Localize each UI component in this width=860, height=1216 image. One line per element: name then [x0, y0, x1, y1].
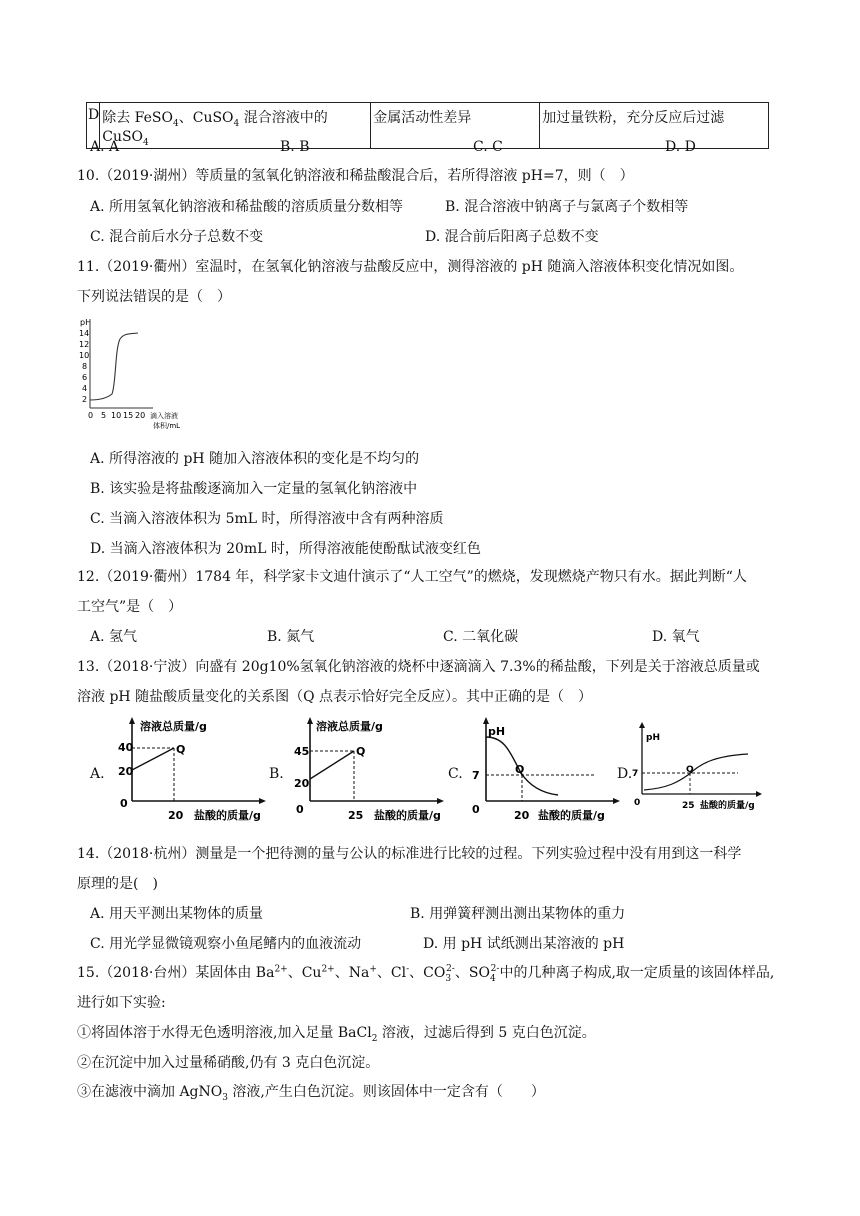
q13-graph-c — [466, 715, 626, 825]
q10-option-d[interactable]: D. 混合前后阳离子总数不变 — [425, 229, 599, 245]
x-title: 盐酸的质量/g — [538, 809, 605, 822]
y-title: pH — [646, 733, 660, 743]
x-axis-label-1: 滴入溶液 — [150, 412, 178, 420]
q12-stem-line1: 12.（2019·衢州）1784 年，科学家卡文迪什演示了“人工空气”的燃烧，发现燃烧产物只有水。据此判断“人 — [77, 569, 747, 585]
y-mark: 20 — [294, 777, 310, 790]
y-tick: 8 — [82, 362, 88, 371]
q14-option-c[interactable]: C. 用光学显微镜观察小鱼尾鳍内的血液流动 — [90, 936, 362, 952]
y-tick: 14 — [79, 329, 90, 338]
q10-option-b[interactable]: B. 混合溶液中钠离子与氯离子个数相等 — [445, 199, 689, 215]
origin: 0 — [472, 803, 480, 816]
point-q: Q — [176, 743, 186, 756]
point-q: Q — [515, 763, 525, 776]
point-q: Q — [686, 765, 694, 775]
y-mark: 7 — [472, 769, 480, 782]
y-mark: 45 — [294, 745, 310, 758]
x-tick: 20 — [135, 411, 146, 420]
q13-graph-d — [628, 720, 788, 820]
q14-option-b[interactable]: B. 用弹簧秤测出测出某物体的重力 — [410, 906, 626, 922]
x-title: 盐酸的质量/g — [194, 809, 261, 822]
q12-option-d[interactable]: D. 氧气 — [652, 629, 700, 645]
q15-step1: ①将固体溶于水得无色透明溶液,加入足量 BaCl$_2$ 溶液，过滤后得到 5 克白色沉淀。 — [77, 1025, 596, 1044]
q13-stem-line2: 溶液 pH 随盐酸质量变化的关系图（Q 点表示恰好完全反应）。其中正确的是（ ） — [77, 689, 592, 705]
task-text-c: 混合溶液中的 CuSO — [102, 110, 328, 145]
q13-stem-line1: 13.（2018·宁波）向盛有 20g10%氢氧化钠溶液的烧杯中逐滴滴入 7.3%的稀盐酸，下列是关于溶液总质量或 — [77, 659, 760, 675]
y-ticks — [79, 329, 89, 404]
subscript: 4 — [173, 118, 179, 129]
q14-option-a[interactable]: A. 用天平测出某物体的质量 — [90, 906, 264, 922]
q9-option-b[interactable]: B. B — [280, 139, 310, 155]
origin: 0 — [296, 803, 304, 816]
y-tick: 12 — [79, 340, 90, 349]
q12-stem-line2: 工空气”是（ ） — [77, 599, 183, 615]
q12-option-c[interactable]: C. 二氧化碳 — [443, 629, 519, 645]
x-mark: 25 — [682, 801, 695, 811]
x-tick: 5 — [101, 411, 107, 420]
q10-option-a[interactable]: A. 所用氢氧化钠溶液和稀盐酸的溶质质量分数相等 — [90, 199, 404, 215]
task-cell — [100, 103, 371, 149]
x-title: 盐酸的质量/g — [700, 801, 755, 811]
q10-stem: 10.（2019·湖州）等质量的氢氧化钠溶液和稀盐酸混合后，若所得溶液 pH=7，则（ ） — [77, 168, 634, 184]
q11-option-b[interactable]: B. 该实验是将盐酸逐滴加入一定量的氢氧化钠溶液中 — [90, 481, 418, 497]
q13-graph-a-label[interactable]: A. — [90, 766, 105, 782]
y-tick: 2 — [82, 395, 88, 404]
q11-option-a[interactable]: A. 所得溶液的 pH 随加入溶液体积的变化是不均匀的 — [90, 451, 420, 467]
ph-curve — [90, 333, 138, 400]
q12-option-b[interactable]: B. 氮气 — [267, 629, 315, 645]
q11-stem-line1: 11.（2019·衢州）室温时，在氢氧化钠溶液与盐酸反应中，测得溶液的 pH 随滴入溶液体积变化情况如图。 — [77, 259, 744, 275]
y-mark: 7 — [632, 769, 639, 779]
q11-option-d[interactable]: D. 当滴入溶液体积为 20mL 时，所得溶液能使酚酞试液变红色 — [90, 541, 481, 557]
q11-stem-line2: 下列说法错误的是（ ） — [77, 289, 231, 305]
principle-cell: 金属活动性差异 — [371, 103, 540, 149]
y-title: 溶液总质量/g — [316, 720, 383, 733]
q13-graph-a — [112, 715, 272, 825]
q15-step3: ③在滤液中滴加 AgNO$_3$ 溶液,产生白色沉淀。则该固体中一定含有（ ） — [77, 1084, 545, 1103]
x-mark: 25 — [348, 809, 364, 822]
y-mark: 20 — [118, 765, 134, 778]
q9-option-c[interactable]: C. C — [473, 139, 503, 155]
q13-graph-d-label[interactable]: D. — [617, 766, 633, 782]
y-tick: 6 — [82, 373, 88, 382]
q13-graph-b-label[interactable]: B. — [269, 766, 284, 782]
y-tick: 10 — [79, 351, 90, 360]
q14-option-d[interactable]: D. 用 pH 试纸测出某溶液的 pH — [423, 936, 625, 952]
q14-stem-line1: 14.（2018·杭州）测量是一个把待测的量与公认的标准进行比较的过程。下列实验过程中没有用到这一科学 — [77, 846, 742, 862]
q10-option-c[interactable]: C. 混合前后水分子总数不变 — [90, 229, 264, 245]
q13-graph-b — [290, 715, 450, 825]
task-text-a: 除去 FeSO — [102, 110, 173, 126]
q9-option-a[interactable]: A. A — [90, 139, 120, 155]
y-tick: 4 — [82, 384, 88, 393]
q14-stem-line2: 原理的是( ) — [77, 876, 158, 892]
x-ticks — [88, 411, 145, 420]
q15-stem-line2: 进行如下实验: — [77, 995, 166, 1011]
x-tick: 15 — [123, 411, 134, 420]
q13-graph-c-label[interactable]: C. — [448, 766, 463, 782]
x-tick: 0 — [88, 411, 94, 420]
method-cell: 加过量铁粉，充分反应后过滤 — [540, 103, 769, 149]
origin: 0 — [634, 798, 641, 808]
q9-option-d[interactable]: D. D — [665, 139, 696, 155]
q15-step2: ②在沉淀中加入过量稀硝酸,仍有 3 克白色沉淀。 — [77, 1055, 380, 1071]
q15-stem-line1: 15.（2018·台州）某固体由 $Ba^{2+}$、$Cu^{2+}$、Na+、Cl-、$CO_3^{2-}$、$SO_4^{2-}$中的几种离子构成,取一定质量的该固体样品, — [77, 964, 775, 984]
q11-option-c[interactable]: C. 当滴入溶液体积为 5mL 时，所得溶液中含有两种溶质 — [90, 511, 444, 527]
y-title: pH — [488, 725, 506, 738]
point-q: Q — [356, 745, 366, 758]
x-mark: 20 — [514, 809, 530, 822]
y-mark: 40 — [118, 741, 134, 754]
row-label: D — [87, 103, 100, 149]
x-tick: 10 — [111, 411, 122, 420]
subscript: 4 — [233, 118, 240, 129]
y-axis-label: pH — [80, 318, 92, 327]
subscript: 4 — [143, 137, 149, 148]
q11-ph-graph — [78, 314, 228, 440]
x-axis-label-2: 体积/mL — [153, 422, 181, 430]
x-title: 盐酸的质量/g — [374, 809, 441, 822]
q12-option-a[interactable]: A. 氢气 — [90, 629, 138, 645]
origin: 0 — [120, 797, 128, 810]
task-text-b: 、CuSO — [178, 110, 234, 126]
y-title: 溶液总质量/g — [140, 720, 207, 733]
x-mark: 20 — [168, 809, 184, 822]
